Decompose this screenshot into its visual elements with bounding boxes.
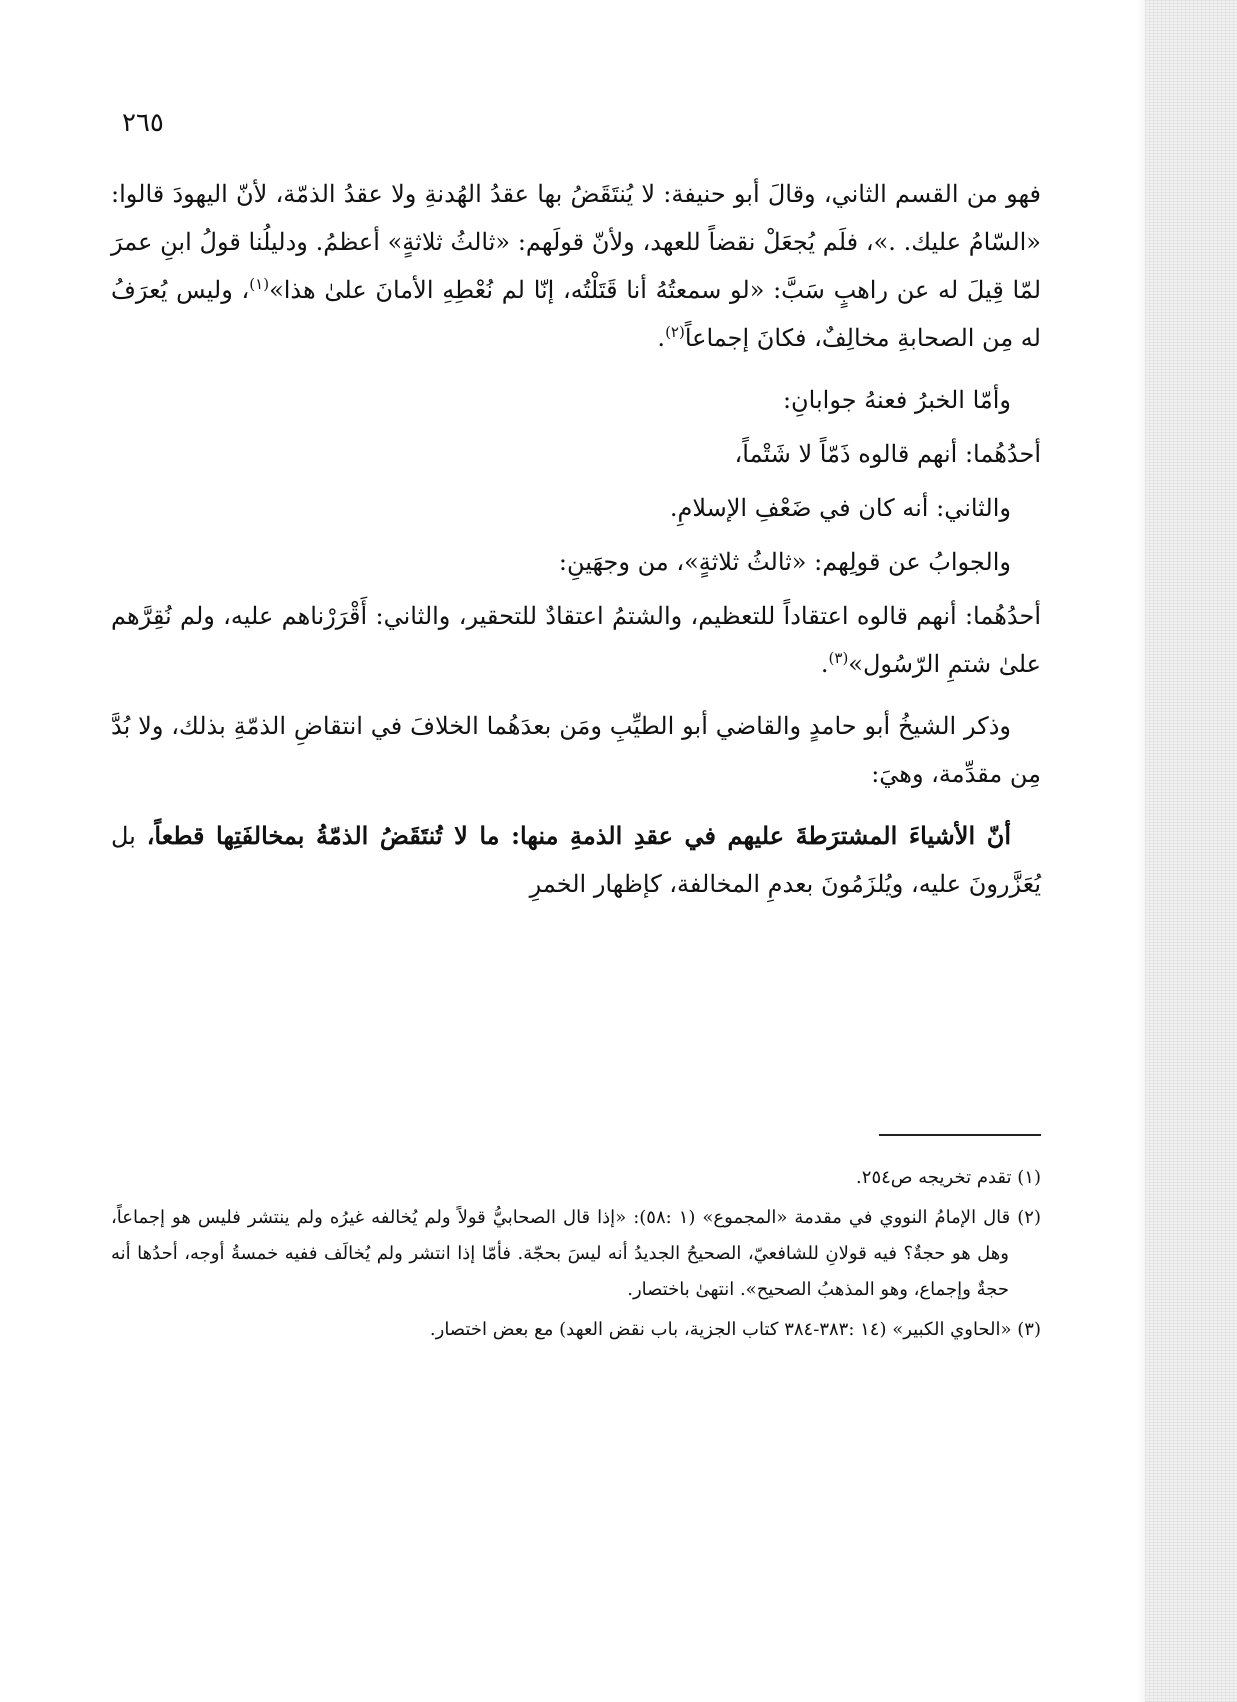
sheikh-paragraph: وذكر الشيخُ أبو حامدٍ والقاضي أبو الطيِّبِ ومَن بعدَهُما الخلافَ في انتقاضِ الذمّةِ بذلك، ولا بُدَّ مِن مقدِّمة، وهيَ:: [111, 712, 1041, 788]
footnote-marker-2[interactable]: (٢): [665, 323, 685, 341]
answer-two: والثاني: أنه كان في ضَعْفِ الإسلامِ.: [669, 494, 1011, 522]
reply-intro: والجوابُ عن قولِهم: «ثالثُ ثلاثةٍ»، من وجهَينِ:: [558, 548, 1011, 576]
footnote-marker-1[interactable]: (١): [249, 275, 270, 293]
scan-edge: [1145, 0, 1237, 1702]
footnote-marker-3[interactable]: (٣): [828, 649, 849, 667]
paragraph-end: .: [657, 324, 666, 352]
main-text: [111, 170, 1041, 922]
reply-points: [111, 592, 1041, 688]
final-text: بل يُعَزَّرونَ عليه، ويُلزَمُونَ بعدمِ المخالفة، كإظهار الخمرِ: [111, 822, 1041, 898]
scan-shadow: [1137, 0, 1145, 1702]
paragraph-abu-hanifa: [111, 170, 1041, 362]
answer-intro: وأمّا الخبرُ فعنهُ جوابانِ:: [782, 386, 1011, 414]
bold-lead-text: أنّ الأشياءَ المشترَطةَ عليهم في عقدِ الذمةِ منها: ما لا تُنتَقَضُ الذمّةُ بمخالفَتِها قطعاً،: [146, 821, 1011, 850]
footnote-1: (١) تقدم تخريجه ص٢٥٤.: [856, 1167, 1041, 1188]
answer-one: أحدُهُما: أنهم قالوه ذَمّاً لا شَتْماً،: [734, 440, 1041, 468]
paragraph-text: فهو من القسم الثاني، وقالَ أبو حنيفة: لا يُنتَقَضُ بها عقدُ الهُدنةِ ولا عقدُ الذمّة، لأنّ اليهودَ قالوا: «السّامُ عليك. .»، فلَم يُجعَلْ نقضاً للعهد، ولأنّ قولَهم: «ثالثُ ثلاثةٍ» أعظمُ. ودليلُنا قولُ ابنِ عمرَ لمّا قِيلَ له عن راهبٍ سَبَّ: «لو سمعتُهُ أنا قَتَلْتُه، إنّا لم نُعْطِهِ الأمانَ علىٰ هذا»: [111, 180, 1042, 304]
reply-end: .: [820, 650, 829, 678]
page-number: ٢٦٥: [122, 108, 164, 138]
footnote-3: (٣) «الحاوي الكبير» (١٤ :٣٨٣-٣٨٤ كتاب الجزية، باب نقض العهد) مع بعض اختصار.: [429, 1319, 1041, 1340]
reply-text: أحدُهُما: أنهم قالوه اعتقاداً للتعظيم، والشتمُ اعتقادٌ للتحقير، والثاني: أَقْرَرْناهم عليه، ولم نُقِرَّهم علىٰ شتمِ الرّسُول»: [111, 602, 1041, 678]
footnote-2: (٢) قال الإمامُ النووي في مقدمة «المجموع» (١ :٥٨): «إذا قال الصحابيُّ قولاً ولم يُخالفه غيرُه ولم ينتشر فليس هو إجماعاً، وهل هو حجةٌ؟ فيه قولانِ للشافعيّ، الصحيحُ الجديدُ أنه ليسَ بحجّة. فأمّا إذا انتشر ولم يُخالَف ففيه خمسةُ أوجه، أحدُها أنه حجةٌ وإجماع، وهو المذهبُ الصحيح». انتهىٰ باختصار.: [111, 1207, 1041, 1300]
paragraph-text: ، وليس يُعرَفُ له مِن الصحابةِ مخالِفٌ، فكانَ إجماعاً: [111, 276, 1041, 352]
final-paragraph: [111, 812, 1041, 908]
footnote-divider: [879, 1134, 1041, 1136]
footnotes-section: [111, 1160, 1041, 1352]
